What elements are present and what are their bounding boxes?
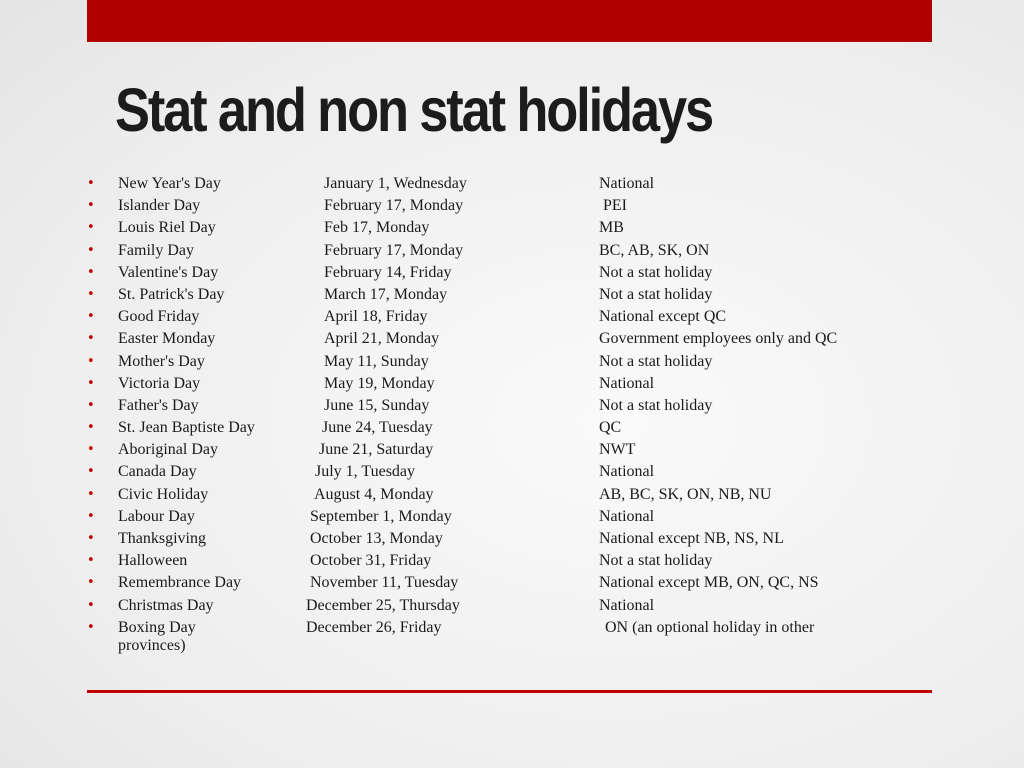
- holiday-name: St. Patrick's Day: [118, 285, 225, 303]
- holiday-name: Islander Day: [118, 197, 201, 215]
- holiday-date: March 17, Monday: [324, 285, 448, 303]
- holiday-date: December 26, Friday: [306, 618, 442, 636]
- holiday-region: BC, AB, SK, ON: [599, 241, 710, 259]
- holiday-region: Government employees only and QC: [599, 330, 838, 348]
- bullet-icon: •: [87, 553, 95, 569]
- holiday-region: National: [599, 374, 655, 392]
- bullet-icon: •: [87, 597, 95, 613]
- list-item: [0, 417, 1024, 439]
- holiday-name: Civic Holiday: [118, 485, 209, 503]
- list-item: [0, 373, 1024, 395]
- holiday-region: National except MB, ON, QC, NS: [599, 574, 819, 592]
- list-item: [0, 395, 1024, 417]
- list-item: [0, 595, 1024, 617]
- holiday-date: August 4, Monday: [314, 485, 434, 503]
- bullet-icon: •: [87, 309, 95, 325]
- holiday-region: Not a stat holiday: [599, 285, 713, 303]
- bullet-icon: •: [87, 375, 95, 391]
- holiday-date: June 15, Sunday: [324, 396, 430, 414]
- bullet-icon: •: [87, 508, 95, 524]
- bullet-icon: •: [87, 442, 95, 458]
- holiday-name: Easter Monday: [118, 330, 216, 348]
- list-item: [0, 484, 1024, 506]
- slide-title: Stat and non stat holidays: [115, 76, 713, 144]
- list-item: [0, 461, 1024, 483]
- holiday-region: Not a stat holiday: [599, 352, 713, 370]
- list-item: [0, 173, 1024, 195]
- holiday-region: Not a stat holiday: [599, 396, 713, 414]
- bullet-icon: •: [87, 531, 95, 546]
- holiday-date: November 11, Tuesday: [310, 574, 459, 592]
- holiday-region: AB, BC, SK, ON, NB, NU: [599, 485, 772, 503]
- holiday-region: MB: [599, 219, 624, 237]
- bullet-icon: •: [87, 242, 95, 258]
- holiday-region: National except QC: [599, 308, 727, 326]
- holiday-name: Family Day: [118, 241, 194, 259]
- holiday-name: St. Jean Baptiste Day: [118, 419, 255, 437]
- holiday-name: Remembrance Day: [118, 574, 242, 592]
- bottom-accent-rule: [87, 690, 932, 693]
- holiday-name: Mother's Day: [118, 352, 205, 370]
- holiday-date: Feb 17, Monday: [324, 219, 430, 237]
- holiday-date: February 17, Monday: [324, 241, 464, 259]
- holiday-name: Boxing Day: [118, 618, 196, 636]
- holiday-name: Valentine's Day: [118, 263, 219, 281]
- bullet-icon: •: [87, 220, 95, 236]
- holiday-date: January 1, Wednesday: [324, 175, 467, 192]
- list-item: [0, 572, 1024, 594]
- holiday-region: National: [599, 596, 655, 614]
- holiday-date: June 21, Saturday: [319, 441, 434, 459]
- holiday-name: Halloween: [118, 552, 188, 570]
- holiday-name: Father's Day: [118, 396, 199, 414]
- list-item: [0, 262, 1024, 284]
- list-item: [0, 506, 1024, 528]
- holiday-date: February 17, Monday: [324, 197, 464, 215]
- list-item: [0, 284, 1024, 306]
- holiday-name: Good Friday: [118, 308, 200, 326]
- holiday-region: ON (an optional holiday in other: [605, 618, 815, 636]
- bullet-icon: •: [87, 575, 95, 591]
- holiday-date: April 18, Friday: [324, 308, 428, 326]
- list-item: [0, 306, 1024, 328]
- holiday-name: Louis Riel Day: [118, 219, 216, 237]
- holiday-name: Labour Day: [118, 507, 195, 525]
- bullet-icon: •: [87, 198, 95, 214]
- list-item: [0, 528, 1024, 550]
- holiday-region: PEI: [603, 197, 627, 215]
- bullet-icon: •: [87, 176, 95, 191]
- holiday-region: National: [599, 175, 655, 192]
- holiday-date: May 11, Sunday: [324, 352, 429, 370]
- holiday-name: Aboriginal Day: [118, 441, 218, 459]
- holiday-region: Not a stat holiday: [599, 552, 713, 570]
- list-item: [0, 195, 1024, 217]
- holiday-date: October 13, Monday: [310, 530, 443, 547]
- holiday-name: Canada Day: [118, 463, 197, 481]
- holiday-region: NWT: [599, 441, 636, 459]
- bullet-icon: •: [87, 486, 95, 502]
- holiday-region-continuation: provinces): [118, 636, 186, 654]
- holiday-name: Victoria Day: [118, 374, 201, 392]
- list-item: [0, 351, 1024, 373]
- holiday-date: July 1, Tuesday: [315, 463, 416, 481]
- holiday-name: Thanksgiving: [118, 530, 206, 547]
- bullet-icon: •: [87, 264, 95, 280]
- holiday-date: May 19, Monday: [324, 374, 435, 392]
- top-accent-bar: [87, 0, 932, 42]
- holiday-name: New Year's Day: [118, 175, 221, 192]
- holiday-region: National except NB, NS, NL: [599, 530, 784, 547]
- list-item: [0, 617, 1024, 657]
- bullet-icon: •: [87, 619, 95, 635]
- bullet-icon: •: [87, 397, 95, 413]
- holiday-date: October 31, Friday: [310, 552, 432, 570]
- holiday-date: April 21, Monday: [324, 330, 440, 348]
- holiday-region: Not a stat holiday: [599, 263, 713, 281]
- list-item: [0, 439, 1024, 461]
- bullet-icon: •: [87, 286, 95, 302]
- bullet-icon: •: [87, 420, 95, 436]
- holiday-list: [0, 173, 1024, 657]
- holiday-region: National: [599, 463, 655, 481]
- list-item: [0, 550, 1024, 572]
- holiday-date: February 14, Friday: [324, 263, 452, 281]
- list-item: [0, 217, 1024, 239]
- holiday-date: December 25, Thursday: [306, 596, 460, 614]
- list-item: [0, 328, 1024, 350]
- holiday-region: National: [599, 507, 655, 525]
- holiday-date: September 1, Monday: [310, 507, 452, 525]
- bullet-icon: •: [87, 331, 95, 347]
- holiday-name: Christmas Day: [118, 596, 214, 614]
- holiday-region: QC: [599, 419, 622, 437]
- bullet-icon: •: [87, 464, 95, 480]
- holiday-date: June 24, Tuesday: [322, 419, 433, 437]
- list-item: [0, 240, 1024, 262]
- bullet-icon: •: [87, 353, 95, 369]
